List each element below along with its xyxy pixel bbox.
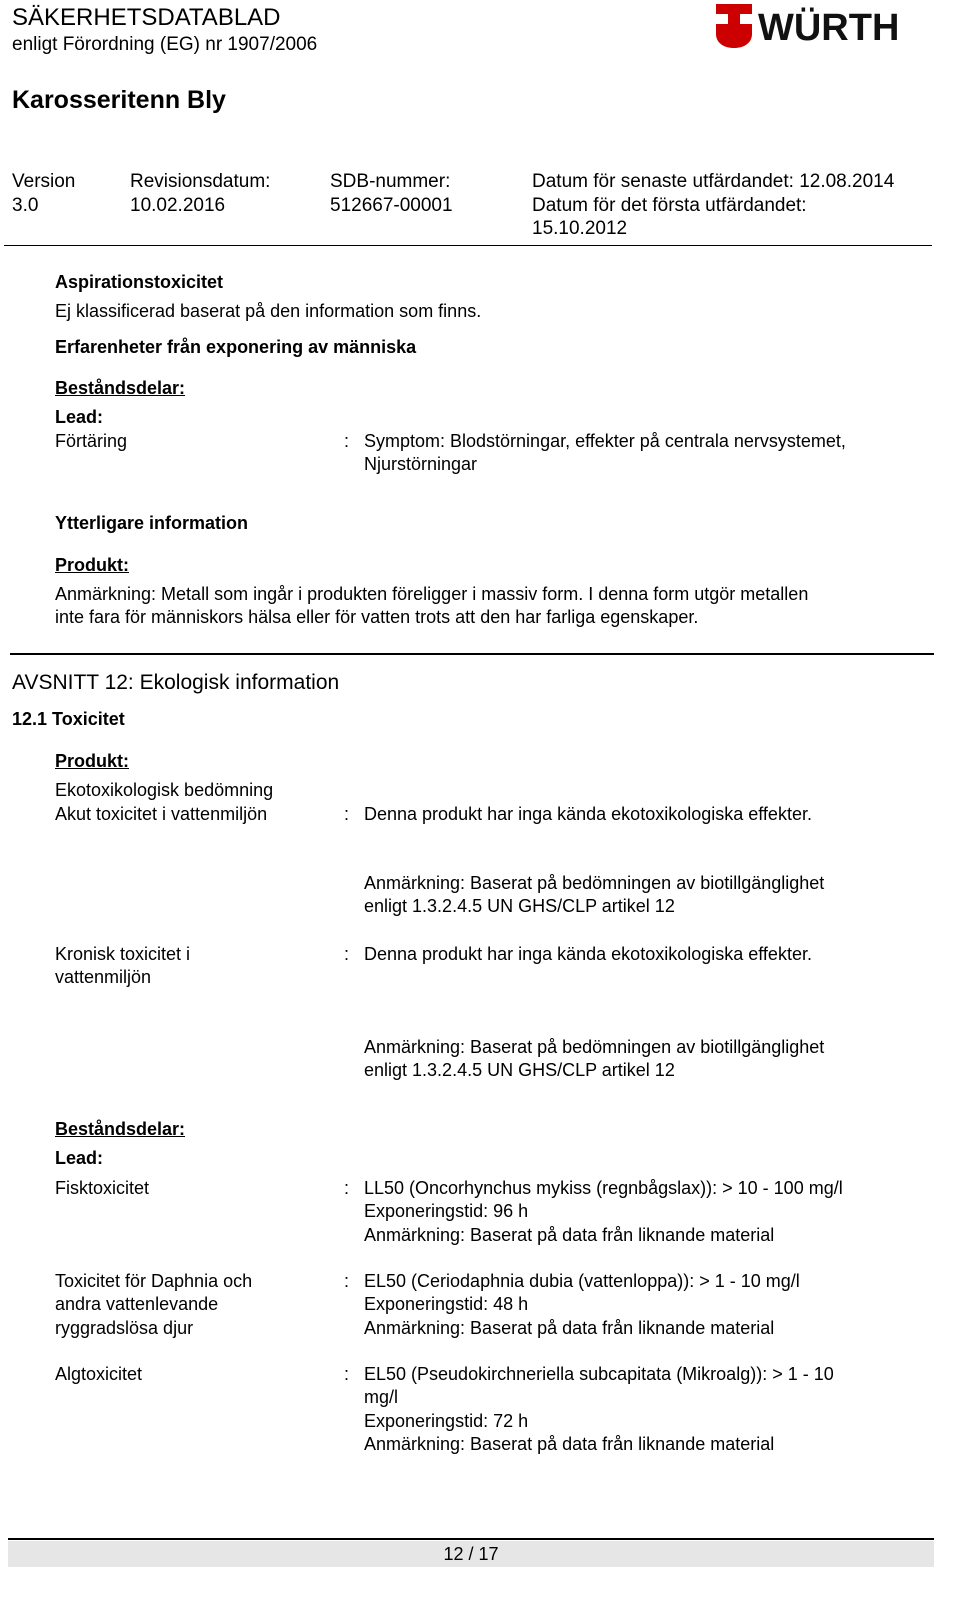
brand-wordmark: WÜRTH (758, 7, 900, 49)
footer-divider (8, 1538, 934, 1540)
wurth-logo (714, 0, 934, 50)
daphnia-toxicity-label (55, 1270, 252, 1340)
chronic-colon: : (344, 944, 350, 964)
page-number: 12 / 17 (8, 1541, 934, 1567)
ingestion-value (364, 430, 846, 477)
daphnia-label-line: andra vattenlevande (55, 1294, 219, 1315)
version-label: Version (12, 171, 76, 192)
chronic-note-line: enligt 1.3.2.4.5 UN GHS/CLP artikel 12 (364, 1060, 675, 1081)
acute-note-line: enligt 1.3.2.4.5 UN GHS/CLP artikel 12 (364, 896, 675, 917)
product-name: Karosseritenn Bly (12, 86, 226, 114)
fish-value-line: LL50 (Oncorhynchus mykiss (regnbågslax)): > 10 - 100 mg/l (364, 1178, 843, 1198)
header-divider (4, 245, 932, 246)
daphnia-value-line: Anmärkning: Baserat på data från liknande material (364, 1317, 775, 1338)
last-issued: Datum för senaste utfärdandet: 12.08.2014 (532, 171, 895, 192)
daphnia-colon: : (344, 1271, 350, 1291)
product-label: Produkt: (55, 555, 129, 575)
fish-toxicity-label: Fisktoxicitet (55, 1178, 150, 1198)
lead-label: Lead: (55, 1148, 104, 1168)
subsection-title: 12.1 Toxicitet (12, 709, 125, 729)
daphnia-value-line: Exponeringstid: 48 h (364, 1294, 529, 1315)
document-type: SÄKERHETSDATABLAD (12, 4, 281, 31)
algae-value-line: Anmärkning: Baserat på data från liknande material (364, 1434, 775, 1455)
product-label: Produkt: (55, 751, 129, 771)
chronic-toxicity-label (55, 943, 190, 989)
aspiration-heading: Aspirationstoxicitet (55, 272, 224, 292)
algae-toxicity-value (364, 1363, 834, 1457)
chronic-label-line: Kronisk toxicitet i (55, 944, 191, 964)
algae-toxicity-label: Algtoxicitet (55, 1364, 143, 1384)
acute-toxicity-label: Akut toxicitet i vattenmiljön (55, 804, 268, 824)
ingestion-colon: : (344, 431, 350, 451)
daphnia-label-line: ryggradslösa djur (55, 1317, 194, 1338)
algae-colon: : (344, 1364, 350, 1384)
ingestion-value-line: Symptom: Blodstörningar, effekter på centrala nervsystemet, (364, 431, 846, 451)
revision-value: 10.02.2016 (130, 195, 226, 216)
daphnia-label-line: Toxicitet för Daphnia och (55, 1271, 253, 1291)
section-divider (10, 653, 934, 655)
sdb-value: 512667-00001 (330, 195, 453, 216)
acute-value: Denna produkt har inga kända ekotoxikologiska effekter. (364, 804, 812, 824)
fish-value-line: Anmärkning: Baserat på data från liknande material (364, 1224, 775, 1245)
sdb-label: SDB-nummer: (330, 171, 451, 192)
chronic-note-line: Anmärkning: Baserat på bedömningen av biotillgänglighet (364, 1037, 825, 1057)
chronic-note (364, 1036, 824, 1083)
regulation: enligt Förordning (EG) nr 1907/2006 (12, 34, 318, 55)
components-label: Beståndsdelar: (55, 378, 186, 398)
algae-value-line: mg/l (364, 1387, 399, 1408)
lead-label: Lead: (55, 407, 104, 427)
acute-colon: : (344, 804, 350, 824)
fish-toxicity-value (364, 1177, 843, 1247)
chronic-value: Denna produkt har inga kända ekotoxikologiska effekter. (364, 944, 812, 964)
aspiration-text: Ej klassificerad baserat på den information som finns. (55, 301, 482, 321)
revision-label: Revisionsdatum: (130, 171, 271, 192)
components-label: Beståndsdelar: (55, 1119, 186, 1139)
experience-heading: Erfarenheter från exponering av människa (55, 337, 417, 357)
fish-value-line: Exponeringstid: 96 h (364, 1201, 529, 1222)
acute-note (364, 872, 824, 919)
acute-note-line: Anmärkning: Baserat på bedömningen av biotillgänglighet (364, 873, 825, 893)
daphnia-value-line: EL50 (Ceriodaphnia dubia (vattenloppa)): > 1 - 10 mg/l (364, 1271, 800, 1291)
product-note-line: Anmärkning: Metall som ingår i produkten föreligger i massiv form. I denna form utgör metallen (55, 584, 809, 604)
chronic-label-line: vattenmiljön (55, 967, 152, 987)
daphnia-toxicity-value (364, 1270, 800, 1340)
further-info-heading: Ytterligare information (55, 513, 249, 533)
fish-colon: : (344, 1178, 350, 1198)
product-note-line: inte fara för människors hälsa eller för vatten trots att den har farliga egenskaper. (55, 607, 699, 627)
algae-value-line: Exponeringstid: 72 h (364, 1410, 529, 1431)
ingestion-label: Förtäring (55, 431, 128, 451)
first-issued-label: Datum för det första utfärdandet: (532, 195, 807, 216)
first-issued-value: 15.10.2012 (532, 218, 628, 239)
algae-value-line: EL50 (Pseudokirchneriella subcapitata (Mikroalg)): > 1 - 10 (364, 1364, 834, 1384)
ingestion-value-line: Njurstörningar (364, 454, 478, 475)
version-value: 3.0 (12, 195, 39, 216)
section-12-title: AVSNITT 12: Ekologisk information (12, 671, 340, 694)
eco-assessment-label: Ekotoxikologisk bedömning (55, 780, 274, 800)
